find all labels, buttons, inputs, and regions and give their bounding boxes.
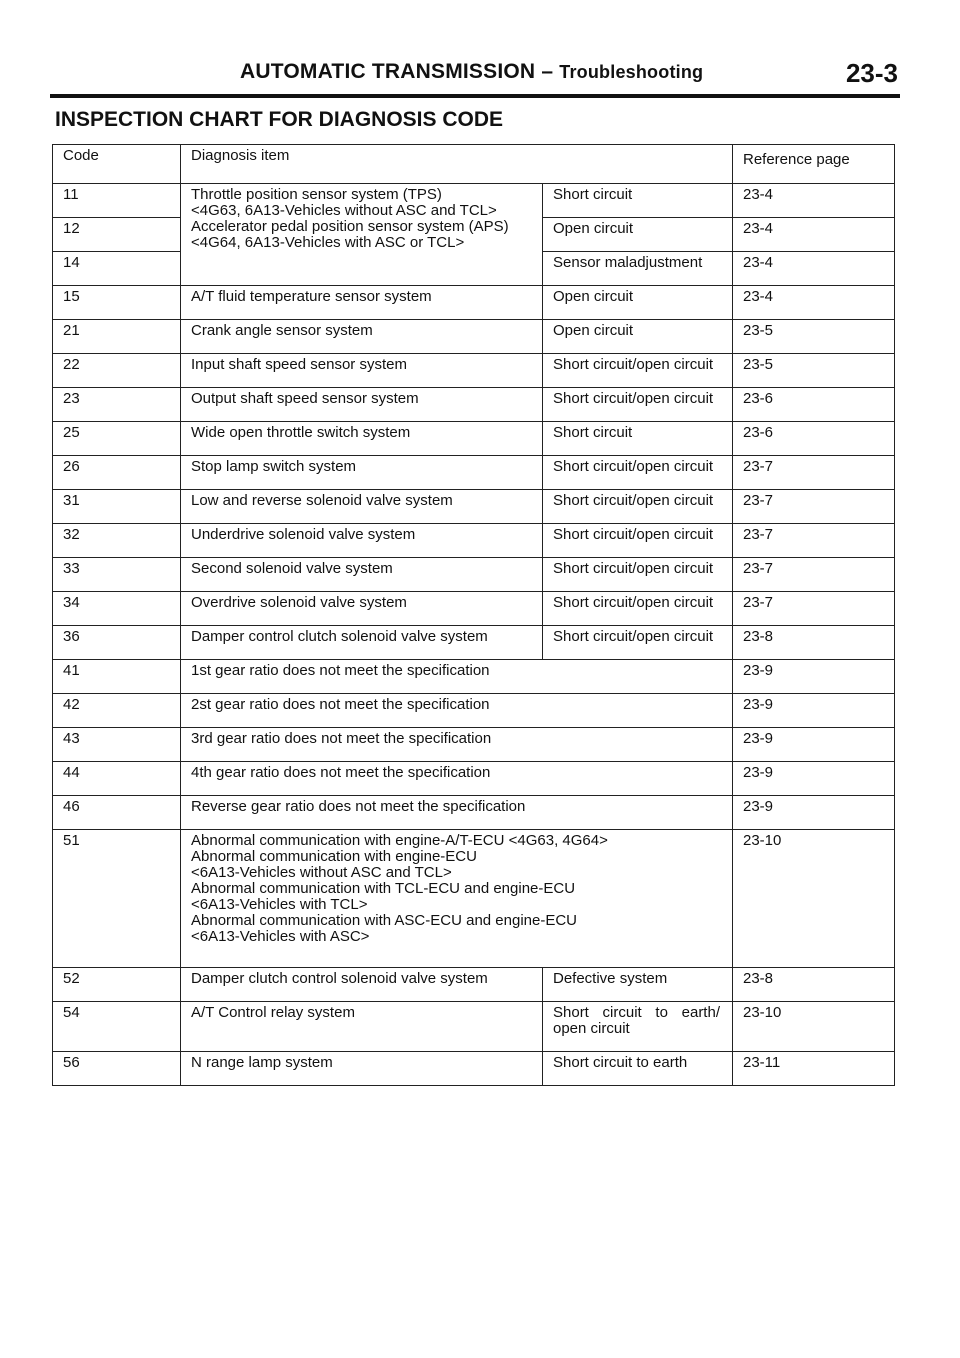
code-cell: 43 xyxy=(53,728,181,762)
table-row xyxy=(53,490,895,524)
header-reference-page: Reference page xyxy=(733,145,895,184)
table-row xyxy=(53,1002,895,1052)
condition-cell: Short circuit/open circuit xyxy=(543,388,733,422)
diagnosis-item-cell: Low and reverse solenoid valve system xyxy=(181,490,543,524)
reference-cell: 23-7 xyxy=(733,524,895,558)
reference-cell: 23-8 xyxy=(733,968,895,1002)
diagnosis-item-cell: Reverse gear ratio does not meet the specification xyxy=(181,796,733,830)
code-cell: 51 xyxy=(53,830,181,968)
table-row xyxy=(53,1052,895,1086)
reference-cell: 23-9 xyxy=(733,762,895,796)
diagnosis-table xyxy=(52,144,895,1086)
code-cell: 32 xyxy=(53,524,181,558)
diagnosis-item-cell: Underdrive solenoid valve system xyxy=(181,524,543,558)
table-row xyxy=(53,796,895,830)
table-row xyxy=(53,456,895,490)
condition-cell: Short circuit/open circuit xyxy=(543,592,733,626)
code-cell: 21 xyxy=(53,320,181,354)
diagnosis-item-cell: Second solenoid valve system xyxy=(181,558,543,592)
code-cell: 36 xyxy=(53,626,181,660)
code-cell: 52 xyxy=(53,968,181,1002)
diagnosis-item-cell: Damper clutch control solenoid valve system xyxy=(181,968,543,1002)
reference-cell: 23-7 xyxy=(733,558,895,592)
table-row xyxy=(53,354,895,388)
condition-cell: Open circuit xyxy=(543,320,733,354)
code-cell: 41 xyxy=(53,660,181,694)
table-row xyxy=(53,388,895,422)
diagnosis-item-cell: Throttle position sensor system (TPS) <4G63, 6A13-Vehicles without ASC and TCL> Accelerator pedal position sensor system (APS) <4G64, 6A13-Vehicles with ASC or TCL> xyxy=(181,184,543,286)
condition-cell: Short circuit/open circuit xyxy=(543,456,733,490)
reference-cell: 23-4 xyxy=(733,218,895,252)
diagnosis-item-cell: Stop lamp switch system xyxy=(181,456,543,490)
table-row xyxy=(53,286,895,320)
reference-cell: 23-7 xyxy=(733,490,895,524)
diagnosis-item-cell: A/T Control relay system xyxy=(181,1002,543,1052)
table-row xyxy=(53,524,895,558)
reference-cell: 23-10 xyxy=(733,1002,895,1052)
header-diagnosis-item: Diagnosis item xyxy=(181,145,733,184)
condition-cell: Short circuit/open circuit xyxy=(543,524,733,558)
condition-cell: Open circuit xyxy=(543,286,733,320)
table-row xyxy=(53,422,895,456)
diagnosis-item-cell: 2st gear ratio does not meet the specification xyxy=(181,694,733,728)
reference-cell: 23-7 xyxy=(733,592,895,626)
condition-cell: Short circuit to earth/ open circuit xyxy=(543,1002,733,1052)
table-row xyxy=(53,320,895,354)
reference-cell: 23-10 xyxy=(733,830,895,968)
code-cell: 15 xyxy=(53,286,181,320)
diagnosis-item-cell: Output shaft speed sensor system xyxy=(181,388,543,422)
condition-cell: Sensor maladjustment xyxy=(543,252,733,286)
page-number: 23-3 xyxy=(845,58,898,88)
table-row xyxy=(53,558,895,592)
reference-cell: 23-5 xyxy=(733,320,895,354)
diagnosis-item-cell: Abnormal communication with engine-A/T-ECU <4G63, 4G64> Abnormal communication with engine-ECU <6A13-Vehicles without ASC and TCL> Abnormal communication with TCL-ECU and engine-ECU <6A13-Vehicles with TCL> Abnormal communication with ASC-ECU and engine-ECU <6A13-Vehicles with ASC> xyxy=(181,830,733,968)
code-cell: 46 xyxy=(53,796,181,830)
table-row xyxy=(53,626,895,660)
diagnosis-item-cell: A/T fluid temperature sensor system xyxy=(181,286,543,320)
code-cell: 22 xyxy=(53,354,181,388)
reference-cell: 23-9 xyxy=(733,796,895,830)
header-title xyxy=(240,60,703,84)
reference-cell: 23-5 xyxy=(733,354,895,388)
reference-cell: 23-8 xyxy=(733,626,895,660)
condition-cell: Short circuit xyxy=(543,184,733,218)
header-code: Code xyxy=(53,145,181,184)
reference-cell: 23-9 xyxy=(733,728,895,762)
header-separator: – xyxy=(535,60,560,83)
diagnosis-item-cell: N range lamp system xyxy=(181,1052,543,1086)
code-cell: 14 xyxy=(53,252,181,286)
table-row xyxy=(53,968,895,1002)
table-row xyxy=(53,830,895,968)
diagnosis-item-cell: Crank angle sensor system xyxy=(181,320,543,354)
reference-cell: 23-7 xyxy=(733,456,895,490)
code-cell: 33 xyxy=(53,558,181,592)
page-header xyxy=(50,60,900,98)
table-row xyxy=(53,184,895,218)
code-cell: 26 xyxy=(53,456,181,490)
diagnosis-item-cell: Wide open throttle switch system xyxy=(181,422,543,456)
code-cell: 42 xyxy=(53,694,181,728)
code-cell: 11 xyxy=(53,184,181,218)
header-section-title: AUTOMATIC TRANSMISSION xyxy=(240,60,536,83)
reference-cell: 23-9 xyxy=(733,694,895,728)
code-cell: 34 xyxy=(53,592,181,626)
condition-cell: Open circuit xyxy=(543,218,733,252)
reference-cell: 23-9 xyxy=(733,660,895,694)
code-cell: 25 xyxy=(53,422,181,456)
reference-cell: 23-4 xyxy=(733,184,895,218)
code-cell: 54 xyxy=(53,1002,181,1052)
diagnosis-item-cell: Overdrive solenoid valve system xyxy=(181,592,543,626)
diagnosis-item-cell: Input shaft speed sensor system xyxy=(181,354,543,388)
code-cell: 56 xyxy=(53,1052,181,1086)
table-header-row xyxy=(53,145,895,184)
reference-cell: 23-6 xyxy=(733,388,895,422)
table-row xyxy=(53,660,895,694)
code-cell: 23 xyxy=(53,388,181,422)
diagnosis-item-cell: Damper control clutch solenoid valve system xyxy=(181,626,543,660)
reference-cell: 23-6 xyxy=(733,422,895,456)
diagnosis-item-cell: 3rd gear ratio does not meet the specification xyxy=(181,728,733,762)
condition-cell: Short circuit/open circuit xyxy=(543,354,733,388)
condition-cell: Short circuit to earth xyxy=(543,1052,733,1086)
reference-cell: 23-4 xyxy=(733,286,895,320)
code-cell: 44 xyxy=(53,762,181,796)
diagnosis-item-cell: 1st gear ratio does not meet the specification xyxy=(181,660,733,694)
table-row xyxy=(53,592,895,626)
condition-cell: Defective system xyxy=(543,968,733,1002)
diagnosis-item-cell: 4th gear ratio does not meet the specification xyxy=(181,762,733,796)
reference-cell: 23-11 xyxy=(733,1052,895,1086)
condition-cell: Short circuit xyxy=(543,422,733,456)
condition-cell: Short circuit/open circuit xyxy=(543,558,733,592)
code-cell: 12 xyxy=(53,218,181,252)
table-row xyxy=(53,728,895,762)
header-subtitle: Troubleshooting xyxy=(559,62,704,82)
reference-cell: 23-4 xyxy=(733,252,895,286)
condition-cell: Short circuit/open circuit xyxy=(543,490,733,524)
code-cell: 31 xyxy=(53,490,181,524)
condition-cell: Short circuit/open circuit xyxy=(543,626,733,660)
table-row xyxy=(53,694,895,728)
table-row xyxy=(53,762,895,796)
chart-title: INSPECTION CHART FOR DIAGNOSIS CODE xyxy=(55,108,504,131)
